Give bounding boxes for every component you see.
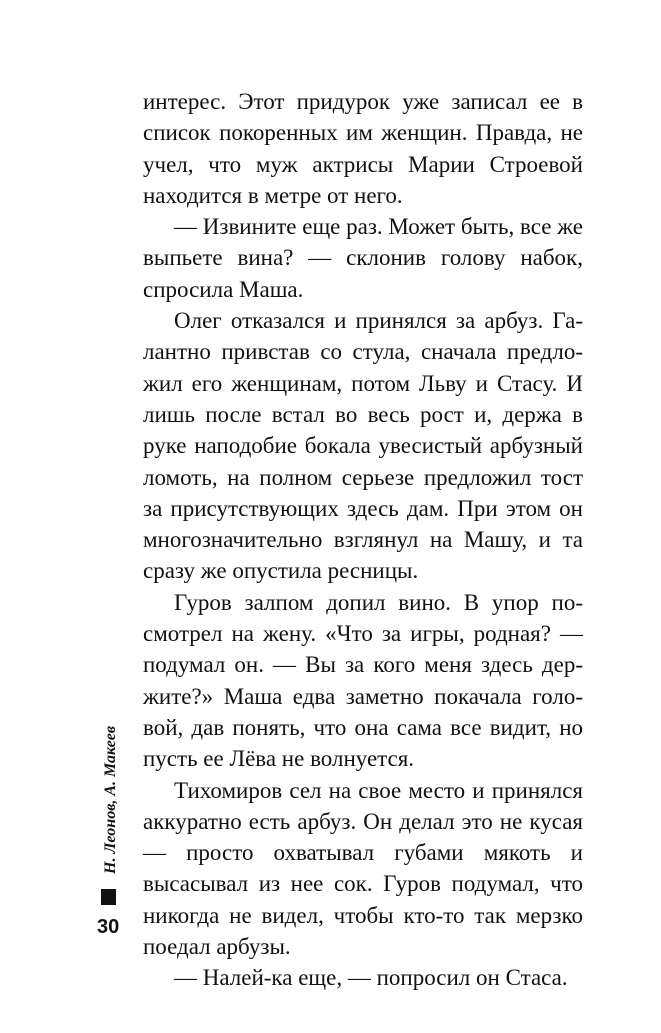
paragraph-oleg-toast: Олег отказался и принялся за арбуз. Галантно привстав со стула, сначала предложил его женщинам, потом Льву и Стасу. И лишь после встал во весь рост и, держа в руке наподобие бокала увесистый арбузный ломоть, на полном серьезе предложил тост за присутствующих здесь дам. При этом он многозначительно взглянул на Машу, и та сразу же опустила ресницы. — [143, 308, 583, 584]
paragraph-dialogue-masha: — Извините еще раз. Может быть, все же выпьете вина? — склонив голову набок, спросила Маша. — [143, 214, 583, 302]
paragraph-continuation: интерес. Этот придурок уже записал ее в список покоренных им женщин. Правда, не учел, что муж актрисы Марии Строевой находится в метре от него. — [143, 89, 583, 208]
square-marker-icon — [101, 889, 116, 905]
body-text — [143, 86, 583, 994]
running-head-authors: Н. Леонов, А. Макеев — [102, 726, 119, 874]
paragraph-tikhomirov-watermelon: Тихомиров сел на свое место и принялся аккуратно есть арбуз. Он делал это не кусая — просто охватывал губами мякоть и высасывал из нее сок. Гуров подумал, что никогда не видел, чтобы кто-то так мерзко поедал арбузы. — [143, 777, 583, 960]
running-head — [97, 694, 125, 894]
page-number: 30 — [97, 916, 120, 938]
paragraph-gurov-wine: Гуров залпом допил вино. В упор посмотрел на жену. «Что за игры, родная? — подумал он. — Вы за кого меня здесь держите?» Маша едва заметно покачала головой, дав понять, что она сама все видит, но пусть ее Лёва не волнуется. — [143, 589, 583, 772]
paragraph-dialogue-pour: — Налей-ка еще, — попросил он Стаса. — [174, 965, 568, 991]
